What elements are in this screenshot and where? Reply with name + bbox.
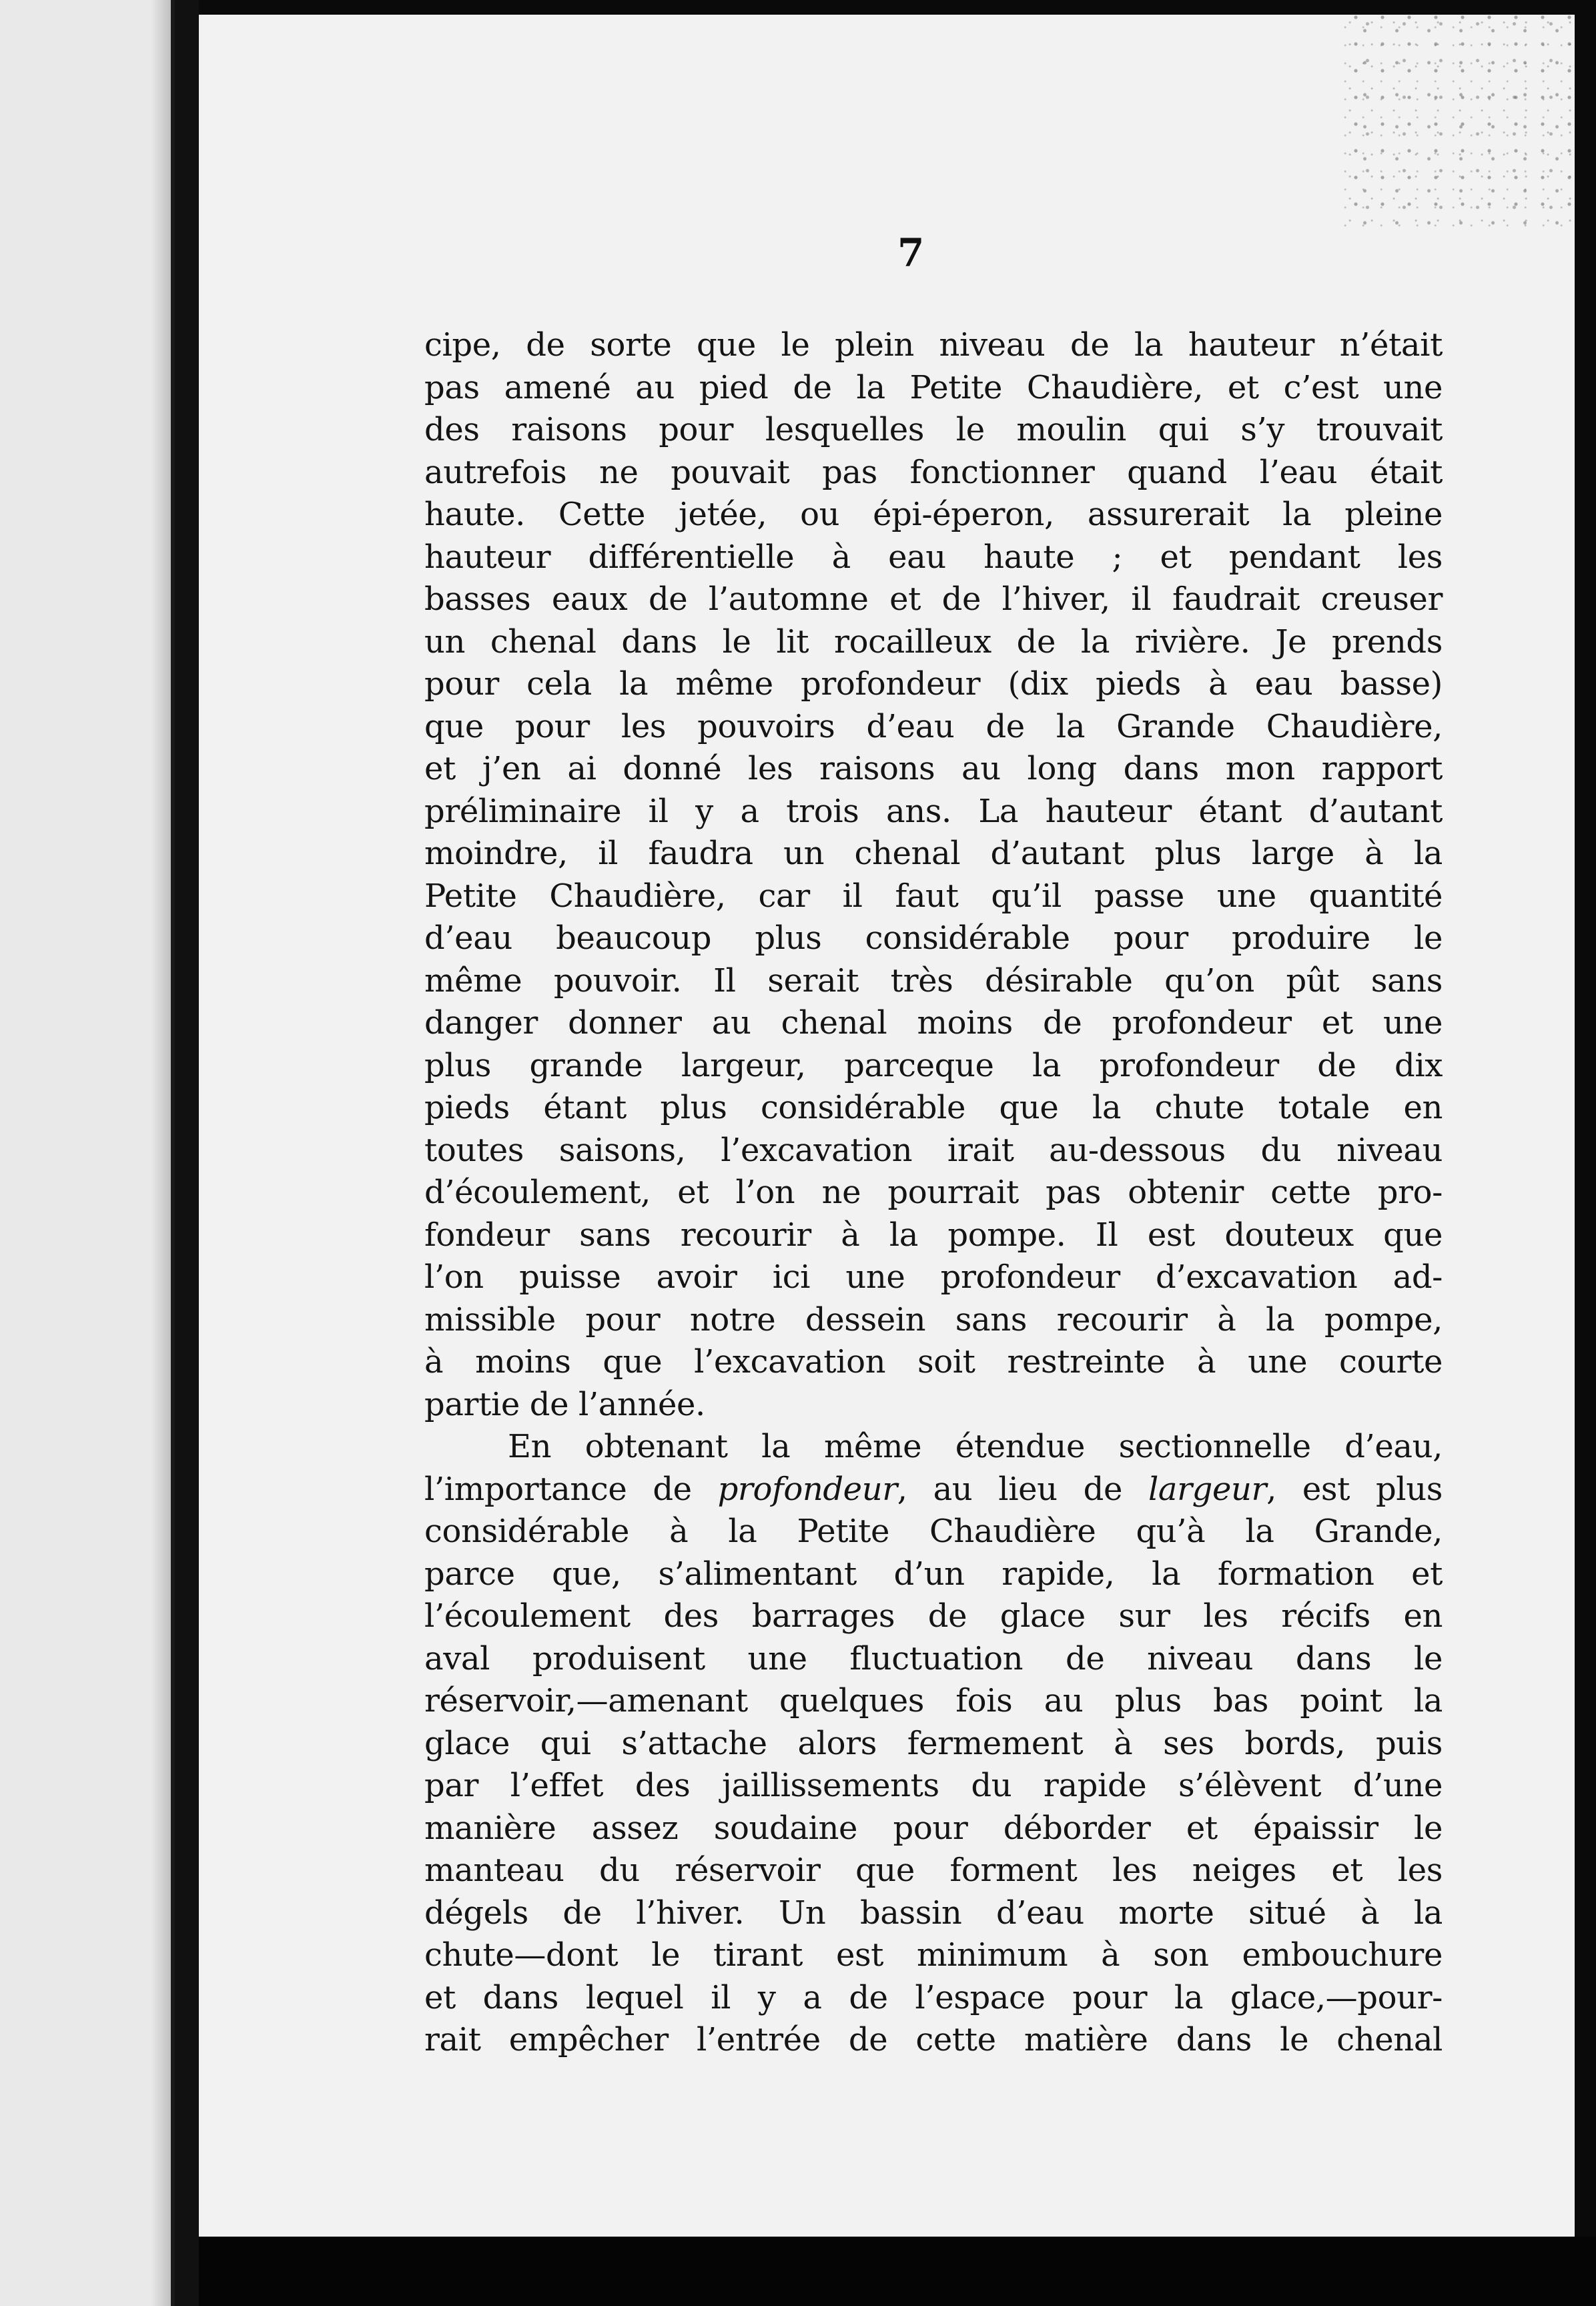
text-line: plus grande largeur, parceque la profondeur de dix (424, 1046, 1443, 1084)
italic-term-profondeur: profondeur (717, 1470, 897, 1508)
text-line: considérable à la Petite Chaudière qu’à la Grande, (424, 1513, 1443, 1550)
text-line: basses eaux de l’automne et de l’hiver, il faudrait creuser (424, 581, 1443, 618)
text-line: haute. Cette jetée, ou épi-éperon, assurerait la pleine (424, 496, 1443, 533)
text-line: réservoir,—amenant quelques fois au plus bas point la (424, 1682, 1443, 1719)
text-line: pieds étant plus considérable que la chute totale en (424, 1089, 1443, 1126)
text-line: même pouvoir. Il serait très désirable qu’on pût sans (424, 962, 1443, 1000)
text-line: manière assez soudaine pour déborder et épaissir le (424, 1809, 1443, 1847)
page-edge-shadow (151, 0, 171, 2306)
italic-term-largeur: largeur (1148, 1470, 1267, 1508)
text-line: hauteur différentielle à eau haute ; et pendant les (424, 538, 1443, 576)
text-line: fondeur sans recourir à la pompe. Il est douteux que (424, 1216, 1443, 1254)
text-line: moindre, il faudra un chenal d’autant plus large à la (424, 835, 1443, 872)
left-page-edge (0, 0, 175, 2306)
text-line: pas amené au pied de la Petite Chaudière, et c’est une (424, 368, 1443, 406)
text-line: pour cela la même profondeur (dix pieds à eau basse) (424, 665, 1443, 703)
text-line: rait empêcher l’entrée de cette matière dans le chenal (424, 2021, 1443, 2058)
text-line: dégels de l’hiver. Un bassin d’eau morte situé à la (424, 1894, 1443, 1932)
body-text (424, 324, 1443, 2062)
scan-bottom-border (199, 2237, 1596, 2306)
text-line: Petite Chaudière, car il faut qu’il passe une quantité (424, 877, 1443, 915)
page-number: 7 (897, 230, 925, 276)
text-line: glace qui s’attache alors fermement à ses bords, puis (424, 1724, 1443, 1762)
text-line: à moins que l’excavation soit restreinte à une courte (424, 1343, 1443, 1381)
paragraph-1 (424, 324, 1443, 1426)
text-line: parce que, s’alimentant d’un rapide, la formation et (424, 1555, 1443, 1593)
text-line: missible pour notre dessein sans recourir à la pompe, (424, 1300, 1443, 1338)
text-line-with-italics (424, 1469, 1443, 1511)
text-line: partie de l’année. (424, 1385, 705, 1423)
scan-speckle-noise (1334, 15, 1575, 228)
text-line: l’on puisse avoir ici une profondeur d’excavation ad- (424, 1258, 1443, 1296)
text-line: que pour les pouvoirs d’eau de la Grande Chaudière, (424, 707, 1443, 745)
text-fragment: l’importance de (424, 1470, 718, 1508)
paragraph-2 (424, 1426, 1443, 2062)
text-line: aval produisent une fluctuation de niveau dans le (424, 1639, 1443, 1677)
text-line: préliminaire il y a trois ans. La hauteur étant d’autant (424, 792, 1443, 830)
text-line: cipe, de sorte que le plein niveau de la hauteur n’était (424, 326, 1443, 364)
book-gutter (175, 0, 199, 2306)
text-line: un chenal dans le lit rocailleux de la rivière. Je prends (424, 623, 1443, 661)
text-line: des raisons pour lesquelles le moulin qui s’y trouvait (424, 411, 1443, 448)
text-line: En obtenant la même étendue sectionnelle d’eau, (508, 1428, 1443, 1465)
text-line: danger donner au chenal moins de profondeur et une (424, 1004, 1443, 1042)
text-line: l’écoulement des barrages de glace sur les récifs en (424, 1597, 1443, 1635)
text-fragment: , est plus (1266, 1470, 1443, 1508)
text-line: chute—dont le tirant est minimum à son embouchure (424, 1936, 1443, 1974)
text-line: et j’en ai donné les raisons au long dans mon rapport (424, 750, 1443, 787)
text-line: toutes saisons, l’excavation irait au-dessous du niveau (424, 1131, 1443, 1169)
text-line: autrefois ne pouvait pas fonctionner quand l’eau était (424, 453, 1443, 491)
text-line: par l’effet des jaillissements du rapide s’élèvent d’une (424, 1767, 1443, 1804)
text-line: manteau du réservoir que forment les neiges et les (424, 1852, 1443, 1889)
text-line: d’écoulement, et l’on ne pourrait pas obtenir cette pro- (424, 1174, 1443, 1211)
text-fragment: , au lieu de (897, 1470, 1148, 1508)
text-line: d’eau beaucoup plus considérable pour produire le (424, 919, 1443, 957)
text-line: et dans lequel il y a de l’espace pour la glace,—pour- (424, 1978, 1443, 2016)
